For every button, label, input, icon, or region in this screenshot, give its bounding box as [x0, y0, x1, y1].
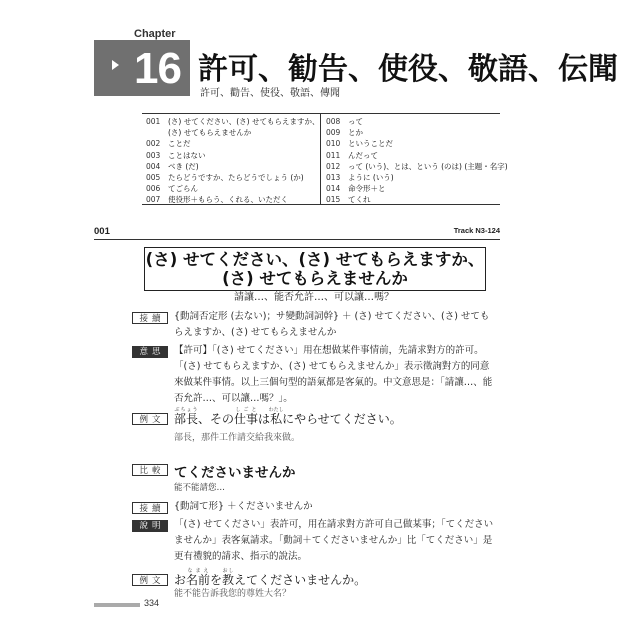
index-row: 012 って (いう)、とは、という (のは) (主題・名字) [326, 161, 508, 171]
index-row: 001 (さ) せてください、(さ) せてもらえますか、 [146, 117, 320, 126]
index-row: 015 てくれ [326, 195, 371, 205]
index-column-right [326, 116, 508, 206]
chapter-number: 16 [134, 44, 181, 93]
example-translation-zh: 能不能告訴我您的尊姓大名？ [174, 589, 292, 599]
chapter-arrow-icon [112, 60, 119, 70]
connection-text: {動詞否定形 (去ない)；サ變動詞詞幹} ＋ (さ) せてください、(さ) せてもらえますか、(さ) せてもらえませんか [174, 311, 490, 338]
index-row: 013 ように (いう) [326, 173, 394, 183]
chapter-label: Chapter [134, 28, 176, 40]
section-rule [94, 239, 500, 240]
compare-tag: 比較 [132, 464, 168, 476]
index-row: 014 命令形＋と [326, 184, 386, 194]
example-sentence-jp: お名前なまえを教おしえてくださいませんか。 [174, 568, 367, 587]
index-column-left [146, 116, 319, 206]
index-row: 004 べき (だ) [146, 161, 199, 171]
explanation-tag: 說明 [132, 520, 168, 532]
index-row: 005 たらどうですか、たらどうでしょう (か) [146, 173, 304, 183]
grammar-pattern-line1: (さ) せてください、(さ) せてもらえますか、 [145, 250, 485, 269]
chapter-title: 許可、勧告、使役、敬語、伝聞 [198, 52, 618, 87]
index-row: 008 って [326, 117, 363, 126]
example-tag: 例文 [132, 574, 168, 586]
example-tag: 例文 [132, 413, 168, 425]
compare-pattern-meaning: 能不能請您… [174, 483, 226, 493]
audio-track-label: Track N3-124 [453, 226, 500, 235]
example-sentence-jp: 部長ぶちょう、その仕事しごとは私わたしにやらせてください。 [174, 407, 402, 426]
grammar-pattern-line2: (さ) せてもらえませんか [222, 269, 408, 288]
grammar-pattern-box [144, 247, 486, 291]
index-row: 009 とか [326, 128, 363, 138]
connection-tag: 接續 [132, 502, 168, 514]
index-divider [320, 114, 321, 204]
meaning-tag: 意思 [132, 346, 168, 358]
page-number: 334 [144, 598, 160, 608]
meaning-text: 【許可】「(さ) せてください」用在想做某件事情前，先請求對方的許可。「(さ) せてもらえますか、(さ) せてもらえませんか」表示徵詢對方的同意來做某件事情。以上三個句型的語氣都是客氣的。中文意思是：「請讓…、能否允許…、可以讓…嗎？」。 [174, 345, 493, 404]
index-row: 006 てごらん [146, 184, 198, 194]
grammar-pattern-meaning: 請讓…、能否允許…、可以讓…嗎？ [234, 292, 394, 303]
chapter-subtitle: 許可、勸告、使役、敬語、傳聞 [200, 88, 340, 99]
index-row: 003 ことはない [146, 150, 206, 160]
connection-text: {動詞て形} ＋くださいませんか [174, 501, 313, 512]
section-number: 001 [94, 226, 110, 237]
page-bar [94, 603, 140, 607]
index-row: 007 使役形＋もらう、くれる、いただく [146, 195, 288, 205]
connection-tag: 接續 [132, 312, 168, 324]
index-row: 010 ということだ [326, 139, 393, 149]
chapter-index-table [142, 113, 508, 205]
index-row: (さ) せてもらえませんか [168, 128, 252, 138]
compare-pattern-title: てくださいませんか [174, 465, 296, 481]
explanation-text: 「(さ) せてください」表許可，用在請求對方許可自己做某事；「てくださいませんか」表客氣請求。「動詞＋てくださいませんか」比「てください」是更有禮貌的請求、指示的說法。 [174, 519, 494, 562]
index-row: 002 ことだ [146, 139, 191, 149]
index-row: 011 んだって [326, 150, 378, 160]
example-translation-zh: 部長，那件工作請交給我來做。 [174, 433, 301, 443]
